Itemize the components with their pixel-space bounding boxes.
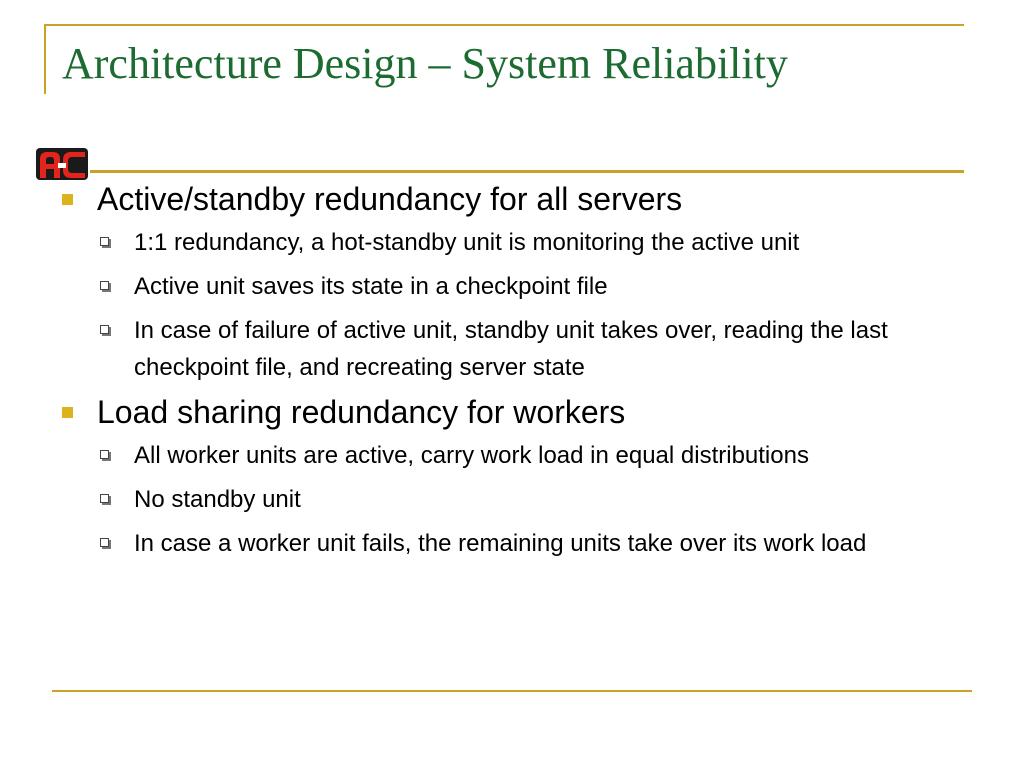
sub-bullet-text: In case of failure of active unit, standby unit takes over, reading the last checkpoint file, and recreating server state [134,317,888,381]
bullet-list [62,176,962,569]
square-bullet-icon [62,407,73,418]
bottom-rule [52,690,972,692]
bullet-item-load-sharing [62,393,962,431]
left-frame-rule [44,24,46,94]
sub-bullet-text: Active unit saves its state in a checkpoint file [134,273,608,300]
sub-bullet-item [62,437,962,474]
square-bullet-icon [62,194,73,205]
bullet-item-active-standby [62,180,962,218]
title-underline-rule [90,170,964,173]
sub-bullet-item [62,481,962,518]
box-bullet-icon [100,538,109,547]
box-bullet-icon [100,325,109,334]
top-frame-rule [44,24,964,26]
box-bullet-icon [100,450,109,459]
box-bullet-icon [100,237,109,246]
sub-bullet-item [62,312,962,386]
slide-title: Architecture Design – System Reliability [62,39,788,88]
sub-bullet-item [62,224,962,261]
sub-bullet-text: 1:1 redundancy, a hot-standby unit is monitoring the active unit [134,229,800,256]
sub-bullet-text: No standby unit [134,486,301,513]
sub-bullet-item [62,268,962,305]
box-bullet-icon [100,281,109,290]
box-bullet-icon [100,494,109,503]
sub-bullet-text: All worker units are active, carry work load in equal distributions [134,442,809,469]
bullet-text: Load sharing redundancy for workers [97,394,626,430]
bullet-text: Active/standby redundancy for all servers [97,181,683,217]
sub-bullet-item [62,525,962,562]
sub-bullet-text: In case a worker unit fails, the remaining units take over its work load [134,530,867,557]
